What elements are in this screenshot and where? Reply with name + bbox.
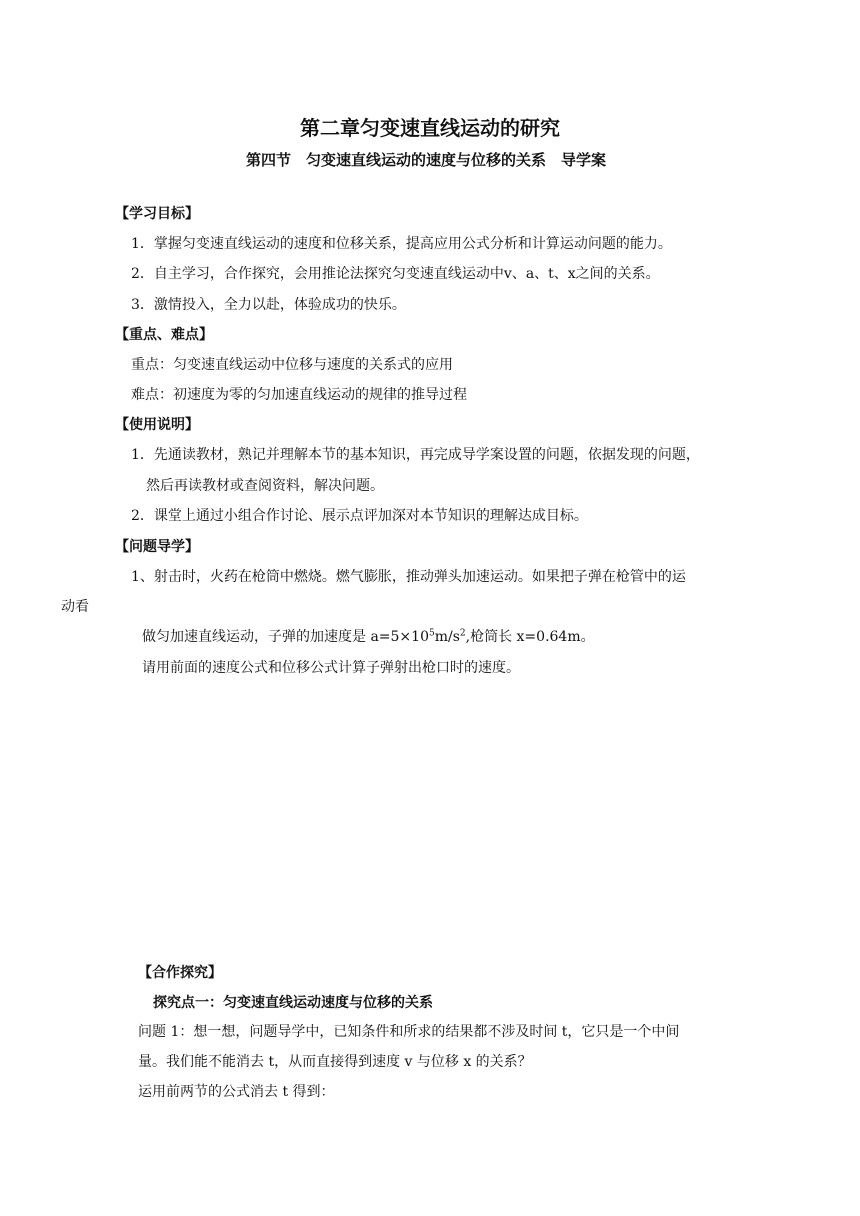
- guide-heading: 【问题导学】: [115, 539, 199, 555]
- key-point: 重点：匀变速直线运动中位移与速度的关系式的应用: [131, 357, 453, 373]
- objective-item-1: 1．掌握匀变速直线运动的速度和位移关系，提高应用公式分析和计算运动问题的能力。: [131, 236, 672, 252]
- guide-question-line-1: 1、射击时，火药在枪筒中燃烧。燃气膨胀，推动弹头加速运动。如果把子弹在枪管中的运: [131, 569, 686, 585]
- question-1-line-3: 运用前两节的公式消去 t 得到：: [138, 1084, 335, 1100]
- usage-item-1-line-1: 1．先通读教材，熟记并理解本节的基本知识，再完成导学案设置的问题，依据发现的问题，: [131, 447, 700, 463]
- guide-question-line-3: [142, 627, 595, 647]
- usage-item-1-line-2: 然后再读教材或查阅资料，解决问题。: [146, 478, 384, 494]
- chapter-title: 第二章匀变速直线运动的研究: [300, 116, 560, 140]
- question-1-line-1: 问题 1：想一想，问题导学中，已知条件和所求的结果都不涉及时间 t，它只是一个中间: [138, 1024, 680, 1040]
- objectives-heading: 【学习目标】: [115, 206, 199, 222]
- objective-item-3: 3．激情投入，全力以赴，体验成功的快乐。: [131, 297, 406, 313]
- explore-point-1: 探究点一：匀变速直线运动速度与位移的关系: [153, 995, 433, 1011]
- usage-heading: 【使用说明】: [115, 417, 199, 433]
- difficult-point: 难点：初速度为零的匀加速直线运动的规律的推导过程: [131, 387, 467, 403]
- guide-text-a: 做匀加速直线运动，子弹的加速度是 a=5×10: [142, 629, 429, 645]
- keypoints-heading: 【重点、难点】: [115, 327, 213, 343]
- guide-text-c: ,枪筒长 x=0.64m。: [465, 629, 595, 645]
- objective-item-2: 2．自主学习，合作探究，会用推论法探究匀变速直线运动中v、a、t、x之间的关系。: [131, 266, 660, 282]
- question-1-line-2: 量。我们能不能消去 t，从而直接得到速度 v 与位移 x 的关系？: [138, 1054, 532, 1070]
- guide-question-line-4: 请用前面的速度公式和位移公式计算子弹射出枪口时的速度。: [142, 660, 520, 676]
- guide-question-line-2: 动看: [61, 599, 89, 615]
- guide-text-b: m/s: [434, 629, 460, 645]
- usage-item-2: 2．课堂上通过小组合作讨论、展示点评加深对本节知识的理解达成目标。: [131, 508, 588, 524]
- coop-heading: 【合作探究】: [138, 965, 222, 981]
- section-title: 第四节 匀变速直线运动的速度与位移的关系 导学案: [245, 151, 606, 169]
- exponent-5: 5: [428, 628, 435, 639]
- exponent-2: 2: [459, 628, 466, 639]
